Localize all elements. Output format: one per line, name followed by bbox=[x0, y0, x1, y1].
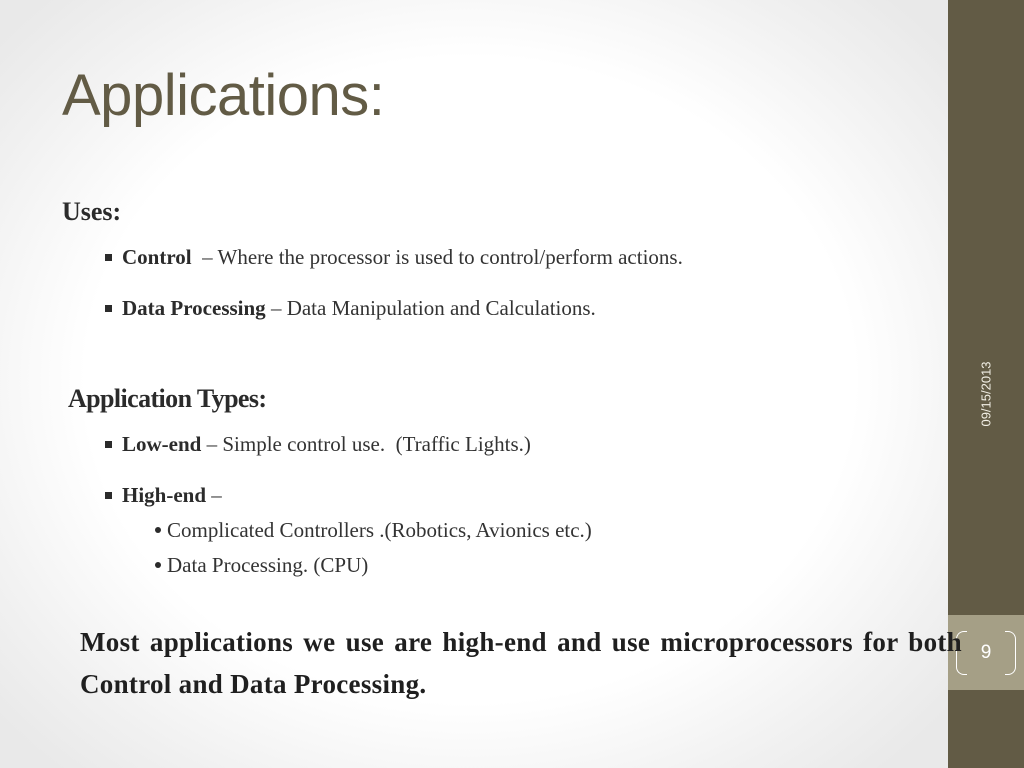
bullet-text: – Simple control use. (Traffic Lights.) bbox=[201, 432, 531, 456]
bullet-term: Data Processing bbox=[122, 296, 266, 320]
bullet-low-end bbox=[105, 432, 531, 457]
uses-heading: Uses: bbox=[62, 197, 122, 226]
bullet-term: Low-end bbox=[122, 432, 202, 456]
subbullet-cpu bbox=[155, 553, 368, 578]
subbullet-text: Complicated Controllers .(Robotics, Avionics etc.) bbox=[167, 518, 592, 542]
bullet-data-processing bbox=[105, 296, 596, 321]
bullet-text: – Where the processor is used to control/perform actions. bbox=[191, 245, 683, 269]
round-bullet-icon bbox=[155, 562, 161, 568]
square-bullet-icon bbox=[105, 441, 112, 448]
page-number: 9 bbox=[980, 642, 992, 663]
bullet-high-end bbox=[105, 483, 222, 508]
closing-statement: Most applications we use are high-end and use microprocessors for both Control and Data Processing. bbox=[80, 627, 962, 699]
round-bullet-icon bbox=[155, 527, 161, 533]
bullet-term: High-end bbox=[122, 483, 207, 507]
bullet-control bbox=[105, 245, 683, 270]
square-bullet-icon bbox=[105, 305, 112, 312]
slide-date: 09/15/2013 bbox=[978, 361, 994, 427]
square-bullet-icon bbox=[105, 492, 112, 499]
bullet-text: – Data Manipulation and Calculations. bbox=[265, 296, 596, 320]
square-bullet-icon bbox=[105, 254, 112, 261]
subbullet-text: Data Processing. (CPU) bbox=[167, 553, 369, 577]
slide-title: Applications: bbox=[62, 63, 385, 128]
bullet-term: Control bbox=[122, 245, 192, 269]
subbullet-controllers bbox=[155, 518, 592, 543]
application-types-heading: Application Types: bbox=[68, 384, 267, 413]
bullet-text: – bbox=[206, 483, 222, 507]
